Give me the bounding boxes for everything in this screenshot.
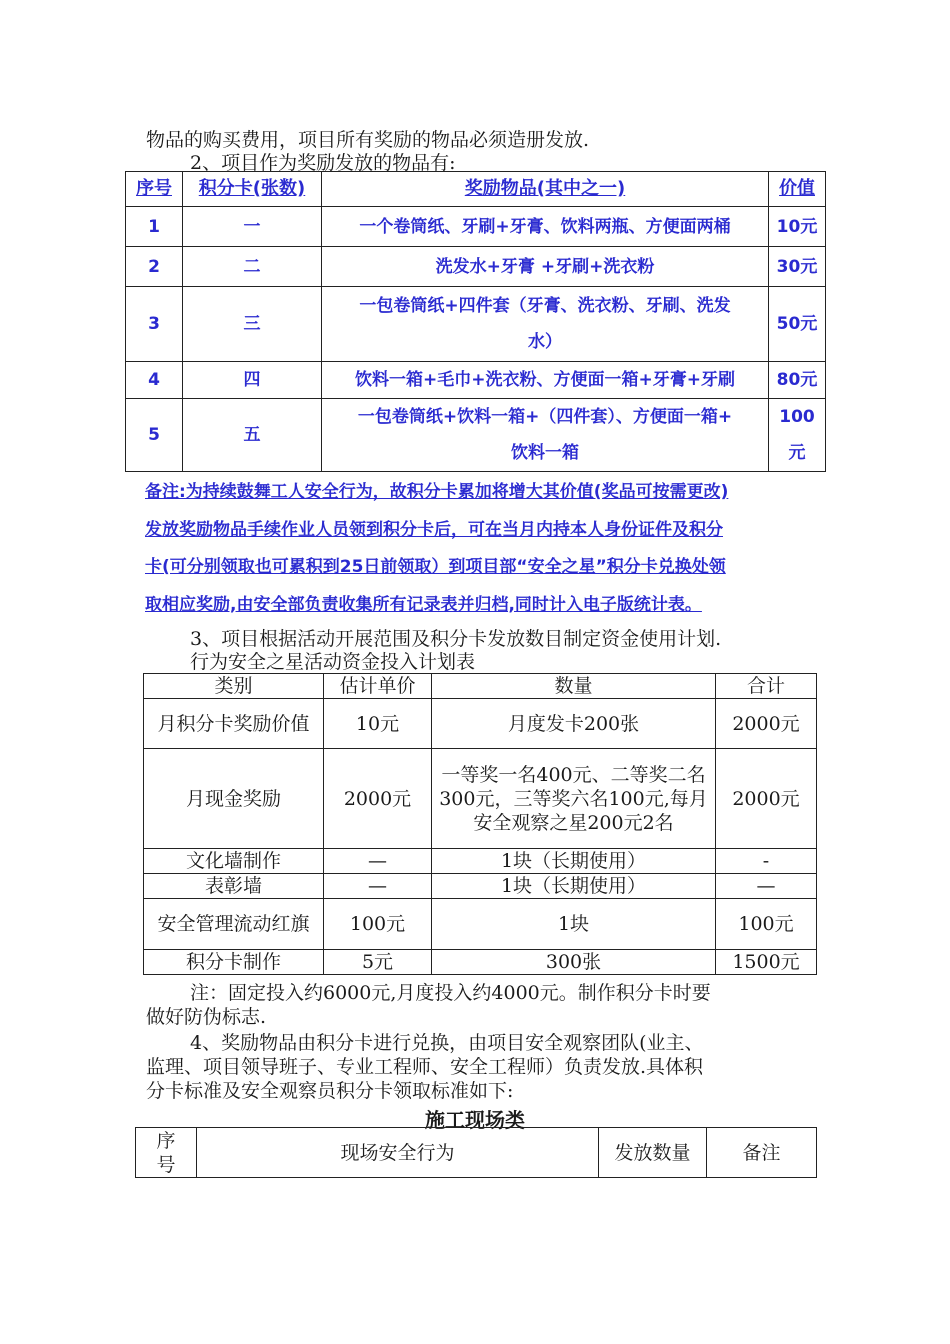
cell-cards: 四 (183, 362, 322, 399)
cell-item-line: 一包卷筒纸+饮料一箱+（四件套）、方便面一箱+ (357, 407, 733, 427)
cell-category: 安全管理流动红旗 (144, 899, 324, 950)
table-row (144, 899, 817, 950)
header-no: 序号 (136, 1128, 197, 1178)
header-quantity: 发放数量 (599, 1128, 707, 1178)
table-row (126, 207, 826, 247)
cell-cards: 五 (183, 399, 322, 472)
note-line: 备注:为持续鼓舞工人安全行为，故积分卡累加将增大其价值(奖品可按需更改) (145, 482, 729, 502)
cell-value: 50元 (769, 287, 826, 362)
reward-note (145, 474, 817, 624)
cell-no: 2 (126, 247, 183, 287)
budget-note-line: 注：固定投入约6000元,月度投入约4000元。制作积分卡时要 (190, 982, 711, 1004)
cell-total: 1500元 (716, 950, 817, 975)
section-4-line: 分卡标准及安全观察员积分卡领取标准如下: (146, 1080, 514, 1102)
cell-price: 100元 (324, 899, 432, 950)
table-row (144, 849, 817, 874)
site-behavior-table (135, 1127, 817, 1178)
header-remark: 备注 (707, 1128, 817, 1178)
cell-item-line: 饮料一箱 (511, 443, 579, 463)
cell-total: 2000元 (716, 749, 817, 849)
cell-quantity: 一等奖一名400元、二等奖二名300元，三等奖六名100元,每月安全观察之星200元2名 (432, 749, 716, 849)
cell-price: 2000元 (324, 749, 432, 849)
cell-quantity: 月度发卡200张 (432, 699, 716, 749)
cell-category: 月积分卡奖励价值 (144, 699, 324, 749)
site-category-heading: 施工现场类 (425, 1108, 525, 1132)
table-row (144, 874, 817, 899)
header-behavior: 现场安全行为 (197, 1128, 599, 1178)
section-4-line: 监理、项目领导班子、专业工程师、安全工程师）负责发放.具体积 (146, 1056, 704, 1078)
cell-no: 1 (126, 207, 183, 247)
table-row (144, 950, 817, 975)
table-row (126, 399, 826, 472)
cell-total: 2000元 (716, 699, 817, 749)
rewards-table (125, 171, 826, 472)
header-category: 类别 (144, 674, 324, 699)
budget-table-title: 行为安全之星活动资金投入计划表 (190, 651, 476, 673)
cell-category: 文化墙制作 (144, 849, 324, 874)
cell-item (322, 399, 769, 472)
cell-total: 100元 (716, 899, 817, 950)
table-row (126, 362, 826, 399)
cell-item: 洗发水+牙膏 +牙刷+洗衣粉 (322, 247, 769, 287)
table-row (126, 247, 826, 287)
cell-quantity: 300张 (432, 950, 716, 975)
cell-category: 月现金奖励 (144, 749, 324, 849)
table-header-row (136, 1128, 817, 1178)
note-line: 卡(可分别领取也可累积到25日前领取）到项目部“安全之星”积分卡兑换处领 (145, 557, 726, 577)
cell-value: 10元 (769, 207, 826, 247)
cell-total: — (716, 874, 817, 899)
cell-category: 积分卡制作 (144, 950, 324, 975)
cell-cards: 二 (183, 247, 322, 287)
cell-quantity: 1块 (432, 899, 716, 950)
header-total: 合计 (716, 674, 817, 699)
cell-quantity: 1块（长期使用） (432, 874, 716, 899)
table-row (144, 749, 817, 849)
table-header-row (126, 172, 826, 207)
note-line: 发放奖励物品手续作业人员领到积分卡后，可在当月内持本人身份证件及积分 (145, 519, 723, 540)
table-row (144, 699, 817, 749)
section-4-line: 4、奖励物品由积分卡进行兑换，由项目安全观察团队(业主、 (190, 1032, 704, 1054)
cell-category: 表彰墙 (144, 874, 324, 899)
section-2-heading: 2、项目作为奖励发放的物品有: (190, 152, 456, 174)
cell-no: 3 (126, 287, 183, 362)
header-quantity: 数量 (432, 674, 716, 699)
cell-item-line: 水） (528, 332, 562, 352)
section-3-heading: 3、项目根据活动开展范围及积分卡发放数目制定资金使用计划. (190, 628, 722, 650)
cell-item-line: 一包卷筒纸+四件套（牙膏、洗衣粉、牙刷、洗发 (359, 296, 731, 316)
header-cards: 积分卡(张数) (183, 172, 322, 207)
cell-no: 5 (126, 399, 183, 472)
budget-note-line: 做好防伪标志. (146, 1006, 267, 1028)
cell-value: 80元 (769, 362, 826, 399)
note-line: 取相应奖励,由安全部负责收集所有记录表并归档,同时计入电子版统计表。 (145, 594, 702, 615)
cell-item: 一个卷筒纸、牙刷+牙膏、饮料两瓶、方便面两桶 (322, 207, 769, 247)
cell-value: 100元 (769, 399, 826, 472)
table-header-row (144, 674, 817, 699)
cell-quantity: 1块（长期使用） (432, 849, 716, 874)
cell-total: - (716, 849, 817, 874)
header-value: 价值 (769, 172, 826, 207)
cell-no: 4 (126, 362, 183, 399)
cell-price: — (324, 849, 432, 874)
cell-cards: 一 (183, 207, 322, 247)
table-row (126, 287, 826, 362)
header-item: 奖励物品(其中之一) (322, 172, 769, 207)
cell-price: — (324, 874, 432, 899)
intro-line: 物品的购买费用，项目所有奖励的物品必须造册发放. (146, 129, 590, 151)
cell-item (322, 287, 769, 362)
cell-price: 10元 (324, 699, 432, 749)
cell-price: 5元 (324, 950, 432, 975)
header-price: 估计单价 (324, 674, 432, 699)
cell-value: 30元 (769, 247, 826, 287)
header-no: 序号 (126, 172, 183, 207)
cell-item: 饮料一箱+毛巾+洗衣粉、方便面一箱+牙膏+牙刷 (322, 362, 769, 399)
cell-cards: 三 (183, 287, 322, 362)
budget-table (143, 673, 817, 975)
